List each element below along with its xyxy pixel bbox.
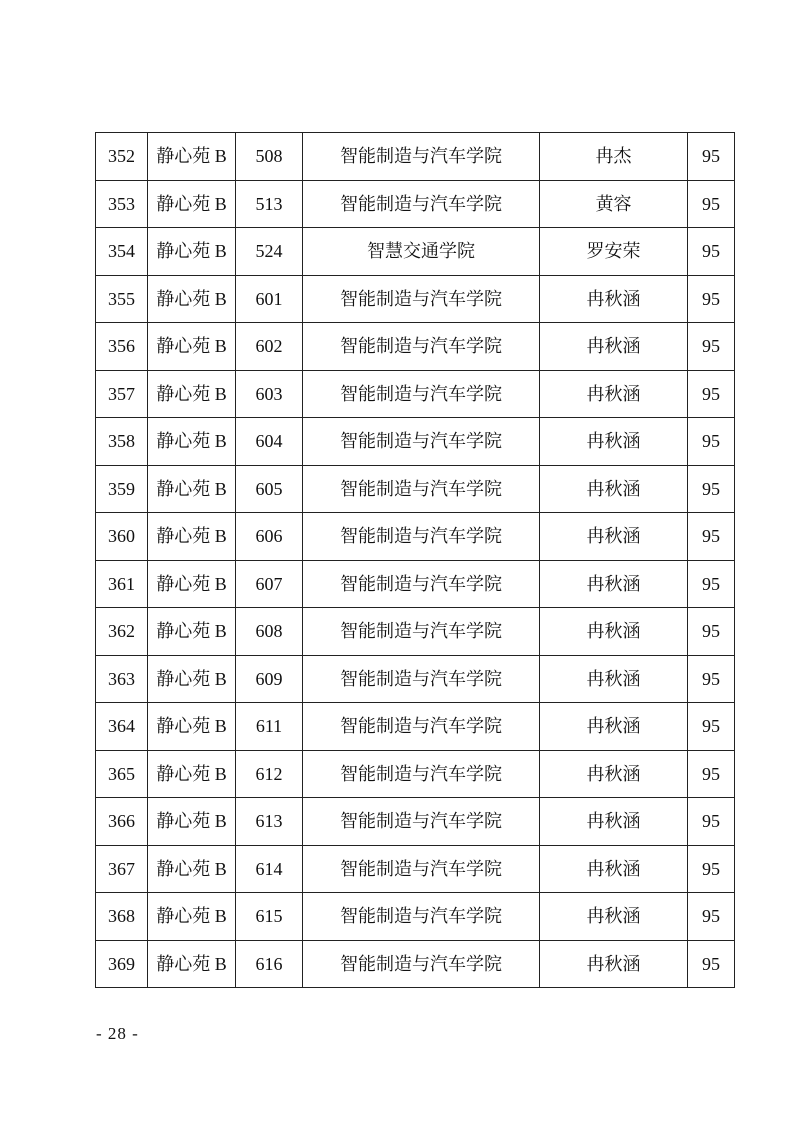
cell-building: 静心苑 B <box>148 275 236 323</box>
cell-building: 静心苑 B <box>148 418 236 466</box>
cell-score: 95 <box>688 323 735 371</box>
dormitory-table <box>95 132 735 988</box>
cell-building: 静心苑 B <box>148 703 236 751</box>
cell-score: 95 <box>688 893 735 941</box>
cell-score: 95 <box>688 275 735 323</box>
cell-score: 95 <box>688 465 735 513</box>
cell-score: 95 <box>688 703 735 751</box>
cell-room: 524 <box>236 228 303 276</box>
table-row <box>96 655 735 703</box>
cell-number: 353 <box>96 180 148 228</box>
table-row <box>96 370 735 418</box>
cell-name: 冉秋涵 <box>540 323 688 371</box>
cell-score: 95 <box>688 845 735 893</box>
table-row <box>96 275 735 323</box>
cell-name: 冉秋涵 <box>540 513 688 561</box>
cell-score: 95 <box>688 418 735 466</box>
cell-building: 静心苑 B <box>148 133 236 181</box>
cell-score: 95 <box>688 750 735 798</box>
cell-name: 冉秋涵 <box>540 655 688 703</box>
cell-score: 95 <box>688 180 735 228</box>
cell-number: 360 <box>96 513 148 561</box>
cell-name: 冉秋涵 <box>540 845 688 893</box>
cell-number: 363 <box>96 655 148 703</box>
table-row <box>96 560 735 608</box>
table-row <box>96 465 735 513</box>
cell-room: 616 <box>236 940 303 988</box>
cell-number: 362 <box>96 608 148 656</box>
cell-number: 366 <box>96 798 148 846</box>
cell-college: 智能制造与汽车学院 <box>303 703 540 751</box>
cell-number: 367 <box>96 845 148 893</box>
cell-college: 智能制造与汽车学院 <box>303 798 540 846</box>
cell-building: 静心苑 B <box>148 465 236 513</box>
cell-number: 368 <box>96 893 148 941</box>
cell-building: 静心苑 B <box>148 798 236 846</box>
cell-score: 95 <box>688 370 735 418</box>
cell-college: 智能制造与汽车学院 <box>303 133 540 181</box>
cell-room: 612 <box>236 750 303 798</box>
cell-college: 智能制造与汽车学院 <box>303 940 540 988</box>
table-row <box>96 133 735 181</box>
cell-college: 智能制造与汽车学院 <box>303 608 540 656</box>
cell-college: 智能制造与汽车学院 <box>303 560 540 608</box>
cell-number: 365 <box>96 750 148 798</box>
cell-building: 静心苑 B <box>148 560 236 608</box>
cell-number: 359 <box>96 465 148 513</box>
table-row <box>96 845 735 893</box>
cell-room: 604 <box>236 418 303 466</box>
table-row <box>96 940 735 988</box>
cell-college: 智能制造与汽车学院 <box>303 323 540 371</box>
cell-room: 601 <box>236 275 303 323</box>
cell-building: 静心苑 B <box>148 370 236 418</box>
cell-building: 静心苑 B <box>148 180 236 228</box>
cell-building: 静心苑 B <box>148 845 236 893</box>
cell-score: 95 <box>688 560 735 608</box>
cell-score: 95 <box>688 798 735 846</box>
cell-college: 智能制造与汽车学院 <box>303 845 540 893</box>
cell-room: 603 <box>236 370 303 418</box>
cell-room: 614 <box>236 845 303 893</box>
cell-room: 613 <box>236 798 303 846</box>
cell-college: 智能制造与汽车学院 <box>303 370 540 418</box>
cell-room: 611 <box>236 703 303 751</box>
cell-room: 508 <box>236 133 303 181</box>
cell-name: 冉秋涵 <box>540 703 688 751</box>
cell-room: 607 <box>236 560 303 608</box>
page-number: - 28 - <box>96 1024 139 1043</box>
cell-building: 静心苑 B <box>148 323 236 371</box>
table-row <box>96 323 735 371</box>
cell-name: 冉秋涵 <box>540 750 688 798</box>
cell-name: 冉秋涵 <box>540 608 688 656</box>
cell-room: 606 <box>236 513 303 561</box>
table-row <box>96 608 735 656</box>
cell-college: 智能制造与汽车学院 <box>303 750 540 798</box>
cell-college: 智能制造与汽车学院 <box>303 893 540 941</box>
table-row <box>96 750 735 798</box>
cell-building: 静心苑 B <box>148 893 236 941</box>
cell-room: 602 <box>236 323 303 371</box>
cell-name: 冉秋涵 <box>540 275 688 323</box>
cell-college: 智能制造与汽车学院 <box>303 180 540 228</box>
cell-name: 冉杰 <box>540 133 688 181</box>
cell-name: 罗安荣 <box>540 228 688 276</box>
cell-score: 95 <box>688 133 735 181</box>
cell-score: 95 <box>688 228 735 276</box>
cell-name: 冉秋涵 <box>540 465 688 513</box>
cell-name: 冉秋涵 <box>540 798 688 846</box>
cell-number: 356 <box>96 323 148 371</box>
table-row <box>96 703 735 751</box>
table-row <box>96 798 735 846</box>
cell-room: 513 <box>236 180 303 228</box>
cell-number: 354 <box>96 228 148 276</box>
cell-name: 冉秋涵 <box>540 418 688 466</box>
cell-number: 369 <box>96 940 148 988</box>
cell-room: 608 <box>236 608 303 656</box>
table-row <box>96 418 735 466</box>
cell-college: 智能制造与汽车学院 <box>303 275 540 323</box>
table-body <box>96 133 735 988</box>
cell-room: 605 <box>236 465 303 513</box>
cell-number: 352 <box>96 133 148 181</box>
cell-college: 智能制造与汽车学院 <box>303 418 540 466</box>
table-row <box>96 513 735 561</box>
cell-score: 95 <box>688 513 735 561</box>
cell-building: 静心苑 B <box>148 513 236 561</box>
cell-college: 智慧交通学院 <box>303 228 540 276</box>
cell-building: 静心苑 B <box>148 750 236 798</box>
table-row <box>96 893 735 941</box>
cell-building: 静心苑 B <box>148 940 236 988</box>
cell-score: 95 <box>688 608 735 656</box>
table-row <box>96 228 735 276</box>
cell-number: 361 <box>96 560 148 608</box>
cell-name: 黄容 <box>540 180 688 228</box>
cell-score: 95 <box>688 940 735 988</box>
cell-room: 609 <box>236 655 303 703</box>
cell-building: 静心苑 B <box>148 655 236 703</box>
table-row <box>96 180 735 228</box>
cell-score: 95 <box>688 655 735 703</box>
cell-name: 冉秋涵 <box>540 893 688 941</box>
cell-name: 冉秋涵 <box>540 940 688 988</box>
cell-college: 智能制造与汽车学院 <box>303 513 540 561</box>
cell-name: 冉秋涵 <box>540 560 688 608</box>
cell-number: 358 <box>96 418 148 466</box>
cell-college: 智能制造与汽车学院 <box>303 465 540 513</box>
cell-number: 357 <box>96 370 148 418</box>
cell-number: 355 <box>96 275 148 323</box>
cell-number: 364 <box>96 703 148 751</box>
cell-college: 智能制造与汽车学院 <box>303 655 540 703</box>
cell-name: 冉秋涵 <box>540 370 688 418</box>
cell-room: 615 <box>236 893 303 941</box>
cell-building: 静心苑 B <box>148 228 236 276</box>
cell-building: 静心苑 B <box>148 608 236 656</box>
